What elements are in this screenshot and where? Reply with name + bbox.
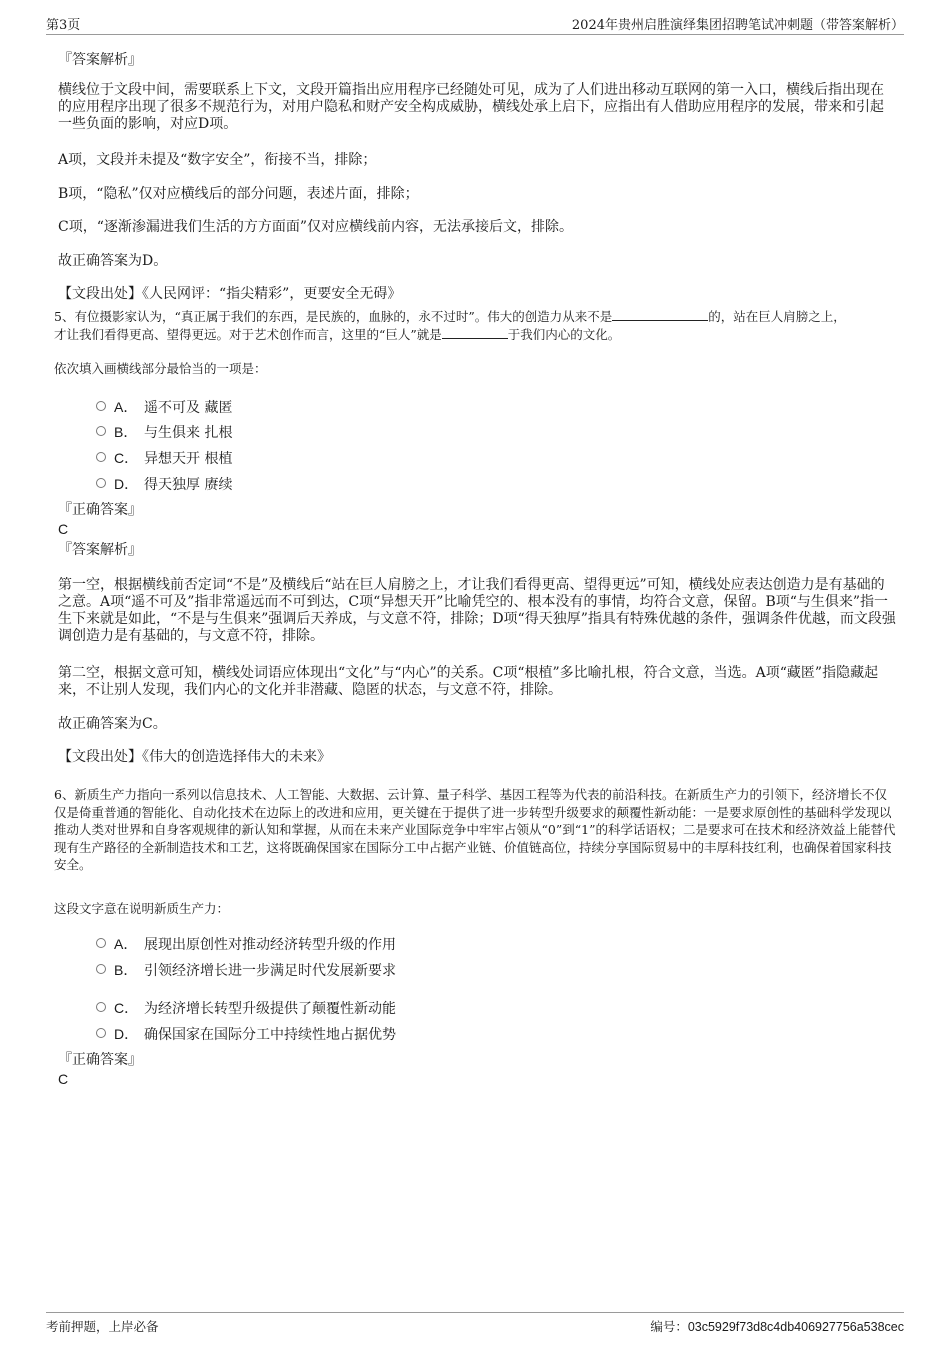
q5-stem-part-4: 于我们内心的文化。 bbox=[507, 326, 621, 342]
q5-correct-answer: C bbox=[58, 521, 69, 537]
q6-correct-label: 『正确答案』 bbox=[58, 1052, 142, 1068]
footer-slogan: 考前押题，上岸必备 bbox=[46, 1319, 159, 1334]
q5-analysis-label: 『答案解析』 bbox=[58, 542, 142, 558]
page-number: 第3页 bbox=[46, 18, 81, 33]
document-title: 2024年贵州启胜演绎集团招聘笔试冲刺题（带答案解析） bbox=[571, 18, 904, 33]
q5-stem-part-1: 5、有位摄影家认为，“真正属于我们的东西，是民族的，血脉的，永不过时”。伟大的创造力从来不是 bbox=[54, 309, 613, 324]
q6-stem: 6、新质生产力指向一系列以信息技术、人工智能、大数据、云计算、量子科学、基因工程等为代表的前沿科技。在新质生产力的引领下，经济增长不仅仅是倚重普通的智能化、自动化技术在边际上的改进和应用，更关键在于提供了进一步转型升级要求的颠覆性新动能：一是要求原创性的基础科学发现以推动人类对世界和自身客观规律的新认知和掌握，从而在未来产业国际竞争中牢牢占领从“0”到“1”的科学话语权；二是要求可在技术和经济效益上能替代现有生产路径的全新制造技术和工艺，这将既确保国家在国际分工中占据产业链、价值链高位，持续分享国际贸易中的丰厚科技红利，也确保着国家科技安全。 bbox=[54, 787, 896, 872]
radio-icon[interactable] bbox=[96, 1028, 106, 1038]
page-header bbox=[46, 14, 904, 35]
q5-analysis-paragraph-1: 第一空，根据横线前否定词“不是”及横线后“站在巨人肩膀之上，才让我们看得更高、望得更远”可知，横线处应表达创造力是有基础的之意。A项“遥不可及”指非常遥远而不可到达，C项“异想天开”比喻凭空的、根本没有的事情，均符合文意，保留。B项“与生俱来”指一生下来就是如此，“不是与生俱来”强调后天养成，与文意不符，排除；D项“得天独厚”指具有特殊优越的条件，强调条件优越，而文段强调创造力是有基础的，与文意不符，排除。 bbox=[58, 577, 896, 644]
q5-prompt: 依次填入画横线部分最恰当的一项是： bbox=[54, 361, 267, 376]
q5-source: 【文段出处】《伟大的创造选择伟大的未来》 bbox=[58, 749, 331, 765]
page-footer bbox=[46, 1312, 904, 1333]
radio-icon[interactable] bbox=[96, 426, 106, 436]
q4-analysis-paragraph-2: A项，文段并未提及“数字安全”，衔接不当，排除； bbox=[58, 152, 377, 168]
q4-analysis-label: 『答案解析』 bbox=[58, 52, 142, 68]
q4-analysis-paragraph-1: 横线位于文段中间，需要联系上下文，文段开篇指出应用程序已经随处可见，成为了人们进出移动互联网的第一入口，横线后指出现在的应用程序出现了很多不规范行为，对用户隐私和财产安全构成威胁，横线处承上启下，应指出有人借助应用程序的发展，带来和引起一些负面的影响，对应D项。 bbox=[58, 82, 884, 132]
radio-icon[interactable] bbox=[96, 938, 106, 948]
q5-stem-part-3: 才让我们看得更高、望得更远。对于艺术创作而言，这里的“巨人”就是 bbox=[54, 326, 442, 342]
q5-blank-2 bbox=[442, 326, 508, 339]
radio-icon[interactable] bbox=[96, 964, 106, 974]
q5-stem bbox=[54, 308, 897, 343]
radio-icon[interactable] bbox=[96, 452, 106, 462]
q4-analysis-paragraph-4: C项，“逐渐渗漏进我们生活的方方面面”仅对应横线前内容，无法承接后文，排除。 bbox=[58, 219, 574, 235]
q5-conclusion: 故正确答案为C。 bbox=[58, 716, 167, 732]
document-id: 编号：03c5929f73d8c4db406927756a538cec bbox=[650, 1320, 904, 1334]
q5-correct-label: 『正确答案』 bbox=[58, 502, 142, 518]
q5-blank-1 bbox=[612, 308, 708, 321]
q4-analysis-paragraph-3: B项，“隐私”仅对应横线后的部分问题，表述片面，排除； bbox=[58, 186, 419, 202]
q6-correct-answer: C bbox=[58, 1071, 69, 1087]
q4-conclusion: 故正确答案为D。 bbox=[58, 253, 168, 269]
radio-icon[interactable] bbox=[96, 1002, 106, 1012]
q5-analysis-paragraph-2: 第二空，根据文意可知，横线处词语应体现出“文化”与“内心”的关系。C项“根植”多比喻扎根，符合文意，当选。A项“藏匿”指隐藏起来，不让别人发现，我们内心的文化并非潜藏、隐匿的状态，与文意不符，排除。 bbox=[58, 665, 879, 698]
q6-prompt: 这段文字意在说明新质生产力： bbox=[54, 901, 230, 916]
radio-icon[interactable] bbox=[96, 478, 106, 488]
radio-icon[interactable] bbox=[96, 401, 106, 411]
q4-source: 【文段出处】《人民网评：“指尖精彩”，更要安全无碍》 bbox=[58, 286, 402, 302]
q5-stem-part-2: 的，站在巨人肩膀之上， bbox=[708, 309, 846, 324]
